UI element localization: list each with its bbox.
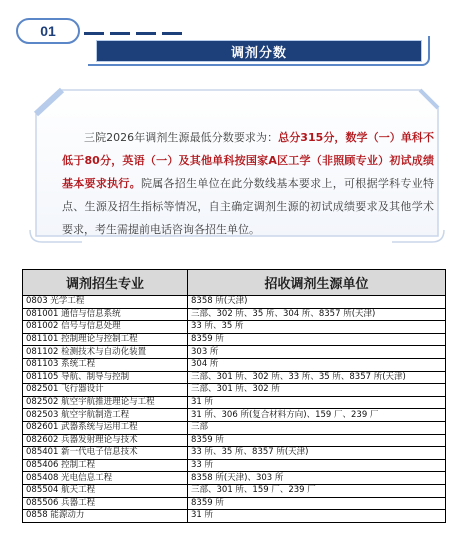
major-cell: 081103 系统工程 xyxy=(23,358,188,371)
header-dash xyxy=(84,32,104,35)
section-title: 调剂分数 xyxy=(96,40,422,62)
notice-paragraph xyxy=(62,126,434,241)
major-cell: 085406 控制工程 xyxy=(23,459,188,472)
major-cell: 085504 航天工程 xyxy=(23,484,188,497)
table-row xyxy=(23,484,446,497)
unit-cell: 31 所 xyxy=(188,510,446,523)
table-row xyxy=(23,333,446,346)
table-row xyxy=(23,384,446,397)
table-row xyxy=(23,358,446,371)
major-cell: 081105 导航、制导与控制 xyxy=(23,371,188,384)
unit-cell: 8359 所 xyxy=(188,333,446,346)
major-cell: 0803 光学工程 xyxy=(23,296,188,309)
unit-cell: 三部、301 所、302 所 xyxy=(188,384,446,397)
header-dash xyxy=(136,32,156,35)
major-cell: 081102 检测技术与自动化装置 xyxy=(23,346,188,359)
table-row xyxy=(23,346,446,359)
major-cell: 082601 武器系统与运用工程 xyxy=(23,421,188,434)
header-unit: 招收调剂生源单位 xyxy=(188,270,446,296)
notice-intro: 三院2026年调剂生源最低分数要求为： xyxy=(84,131,279,144)
notice-emphasis: 总分315分，数学（一）单科不低于80分，英语（一）及其他单科按国家A区工学（非照顾专业）初试成绩基本要求执行。 xyxy=(62,131,434,190)
notice-rest: 院属各招生单位在此分数线基本要求上，可根据学科专业特点、生源及招生指标等情况，自主确定调剂生源的初试成绩要求及其他学术要求，考生需提前电话咨询各招生单位。 xyxy=(62,177,434,236)
table-row xyxy=(23,472,446,485)
major-cell: 085401 新一代电子信息技术 xyxy=(23,447,188,460)
table-row xyxy=(23,396,446,409)
major-cell: 082602 兵器发射理论与技术 xyxy=(23,434,188,447)
header-dash xyxy=(110,32,130,35)
major-cell: 082501 飞行器设计 xyxy=(23,384,188,397)
table-row xyxy=(23,447,446,460)
unit-cell: 31 所 xyxy=(188,396,446,409)
major-cell: 081101 控制理论与控制工程 xyxy=(23,333,188,346)
table-row xyxy=(23,409,446,422)
table-row xyxy=(23,308,446,321)
section-number: 01 xyxy=(16,18,80,44)
table-row xyxy=(23,296,446,309)
unit-cell: 三部、301 所、302 所、33 所、35 所、8357 所(天津) xyxy=(188,371,446,384)
table-row xyxy=(23,371,446,384)
major-cell: 082503 航空宇航制造工程 xyxy=(23,409,188,422)
unit-cell: 33 所 xyxy=(188,459,446,472)
unit-cell: 8358 所(天津)、303 所 xyxy=(188,472,446,485)
unit-cell: 8359 所 xyxy=(188,434,446,447)
unit-cell: 31 所、306 所(复合材料方向)、159 厂、239 厂 xyxy=(188,409,446,422)
table-row xyxy=(23,321,446,334)
major-cell: 085408 光电信息工程 xyxy=(23,472,188,485)
major-cell: 081002 信号与信息处理 xyxy=(23,321,188,334)
table-row xyxy=(23,421,446,434)
adjustment-table xyxy=(22,269,446,523)
unit-cell: 8358 所(天津) xyxy=(188,296,446,309)
unit-cell: 三部 xyxy=(188,421,446,434)
table-row xyxy=(23,497,446,510)
table-row xyxy=(23,510,446,523)
unit-cell: 304 所 xyxy=(188,358,446,371)
unit-cell: 三部、302 所、35 所、304 所、8357 所(天津) xyxy=(188,308,446,321)
major-cell: 082502 航空宇航推进理论与工程 xyxy=(23,396,188,409)
major-cell: 085506 兵器工程 xyxy=(23,497,188,510)
unit-cell: 8359 所 xyxy=(188,497,446,510)
notice-card xyxy=(22,80,452,252)
unit-cell: 33 所、35 所、8357 所(天津) xyxy=(188,447,446,460)
unit-cell: 303 所 xyxy=(188,346,446,359)
header-dash xyxy=(162,32,182,35)
section-header xyxy=(0,0,469,72)
major-cell: 081001 通信与信息系统 xyxy=(23,308,188,321)
unit-cell: 33 所、35 所 xyxy=(188,321,446,334)
table-row xyxy=(23,434,446,447)
header-major: 调剂招生专业 xyxy=(23,270,188,296)
major-cell: 0858 能源动力 xyxy=(23,510,188,523)
table-row xyxy=(23,459,446,472)
table-header-row xyxy=(23,270,446,296)
unit-cell: 三部、301 所、159 厂、239 厂 xyxy=(188,484,446,497)
